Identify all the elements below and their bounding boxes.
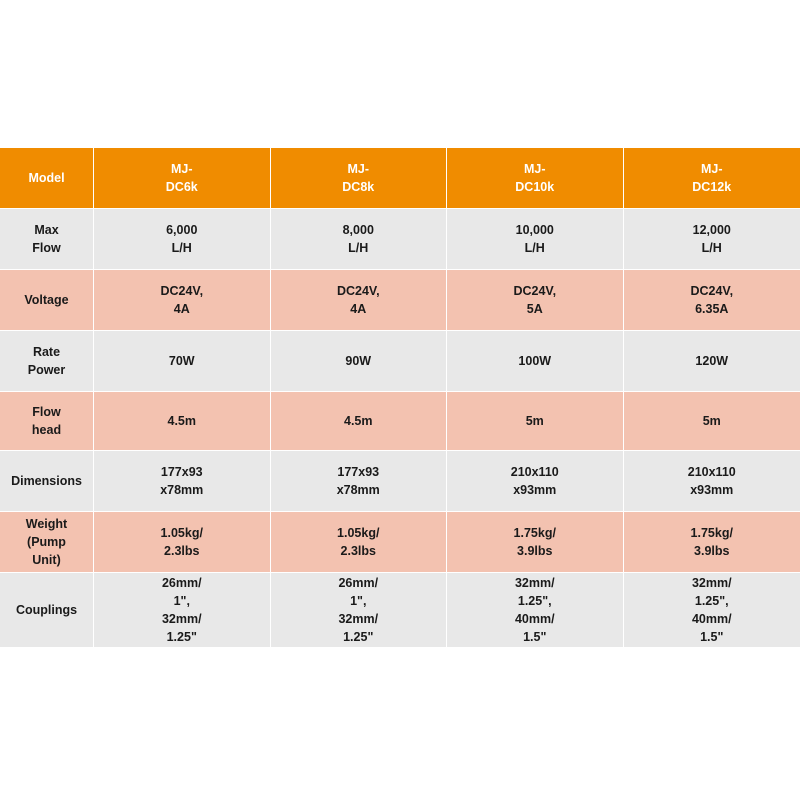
cell-value: 90W (271, 331, 448, 392)
cell-value: 8,000 L/H (271, 209, 448, 270)
cell-value: DC24V, 5A (447, 270, 624, 331)
row-label: Rate Power (0, 331, 94, 392)
cell-value: 120W (624, 331, 800, 392)
cell-value: 70W (94, 331, 271, 392)
cell-value: 1.05kg/ 2.3lbs (271, 512, 448, 573)
row-dimensions (0, 451, 800, 512)
cell-value: 10,000 L/H (447, 209, 624, 270)
cell-value: 32mm/ 1.25", 40mm/ 1.5" (447, 573, 624, 648)
spec-table (0, 148, 800, 648)
row-voltage (0, 270, 800, 331)
cell-value: 210x110 x93mm (624, 451, 800, 512)
cell-value: 4.5m (271, 392, 448, 451)
model-header: MJ- DC10k (447, 148, 624, 209)
cell-value: DC24V, 6.35A (624, 270, 800, 331)
row-rate-power (0, 331, 800, 392)
row-label: Flow head (0, 392, 94, 451)
cell-value: 5m (624, 392, 800, 451)
row-weight (0, 512, 800, 573)
cell-value: DC24V, 4A (271, 270, 448, 331)
model-header: MJ- DC12k (624, 148, 800, 209)
row-max-flow (0, 209, 800, 270)
cell-value: 12,000 L/H (624, 209, 800, 270)
row-label: Couplings (0, 573, 94, 648)
cell-value: 32mm/ 1.25", 40mm/ 1.5" (624, 573, 800, 648)
header-row (0, 148, 800, 209)
row-flow-head (0, 392, 800, 451)
cell-value: 1.05kg/ 2.3lbs (94, 512, 271, 573)
cell-value: 1.75kg/ 3.9lbs (447, 512, 624, 573)
cell-value: 26mm/ 1", 32mm/ 1.25" (271, 573, 448, 648)
cell-value: 210x110 x93mm (447, 451, 624, 512)
model-header: MJ- DC8k (271, 148, 448, 209)
cell-value: 26mm/ 1", 32mm/ 1.25" (94, 573, 271, 648)
cell-value: 1.75kg/ 3.9lbs (624, 512, 800, 573)
row-label: Dimensions (0, 451, 94, 512)
cell-value: 6,000 L/H (94, 209, 271, 270)
row-label: Voltage (0, 270, 94, 331)
cell-value: 177x93 x78mm (271, 451, 448, 512)
header-label: Model (0, 148, 94, 209)
cell-value: 4.5m (94, 392, 271, 451)
cell-value: 177x93 x78mm (94, 451, 271, 512)
row-label: Max Flow (0, 209, 94, 270)
cell-value: DC24V, 4A (94, 270, 271, 331)
cell-value: 100W (447, 331, 624, 392)
model-header: MJ- DC6k (94, 148, 271, 209)
row-couplings (0, 573, 800, 648)
row-label: Weight (Pump Unit) (0, 512, 94, 573)
cell-value: 5m (447, 392, 624, 451)
